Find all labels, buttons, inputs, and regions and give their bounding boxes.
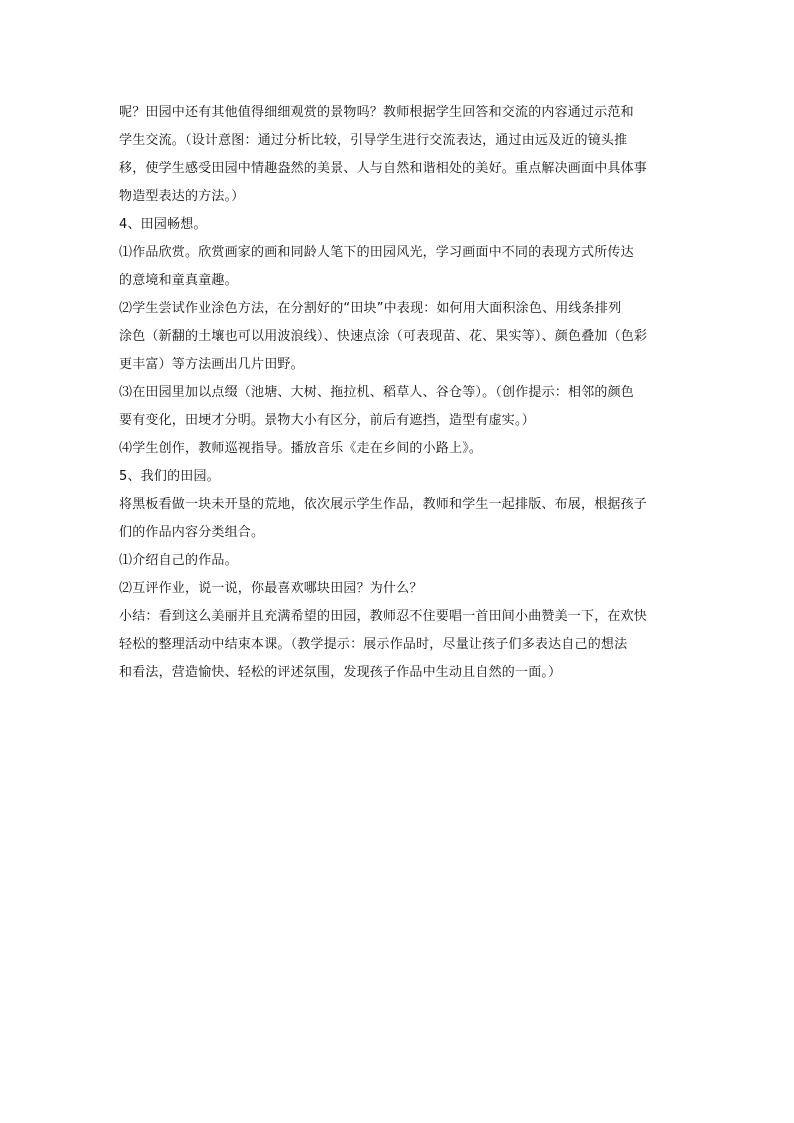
text-line: ⑴介绍自己的作品。 <box>119 553 238 568</box>
text-line: 将黑板看做一块未开垦的荒地，依次展示学生作品，教师和学生一起排版、布展，根据孩子 <box>119 497 648 512</box>
section-heading: 5、我们的田园。 <box>119 469 220 484</box>
text-line: 轻松的整理活动中结束本课。（教学提示：展示作品时，尽量让孩子们多表达自己的想法 <box>119 637 628 652</box>
text-line: 物造型表达的方法。） <box>119 189 245 204</box>
text-line: ⑷学生创作，教师巡视指导。播放音乐《走在乡间的小路上》。 <box>119 441 483 456</box>
text-line: 更丰富）等方法画出几片田野。 <box>119 357 304 372</box>
text-line: 和看法，营造愉快、轻松的评述氛围，发现孩子作品中生动且自然的一面。） <box>119 665 562 680</box>
text-line: ⑵学生尝试作业涂色方法，在分割好的“田块”中表现：如何用大面积涂色、用线条排列 <box>119 301 622 316</box>
document-body <box>119 99 681 687</box>
section-heading: 4、田园畅想。 <box>119 217 207 232</box>
text-line: 呢？田园中还有其他值得细细观赏的景物吗？教师根据学生回答和交流的内容通过示范和 <box>119 105 634 120</box>
text-line: ⑶在田园里加以点缀（池塘、大树、拖拉机、稻草人、谷仓等）。（创作提示：相邻的颜色 <box>119 385 635 400</box>
text-line: 涂色（新翻的土壤也可以用波浪线）、快速点涂（可表现苗、花、果实等）、颜色叠加（色彩 <box>119 329 648 344</box>
text-line: 要有变化，田埂才分明。景物大小有区分，前后有遮挡，造型有虚实。） <box>119 413 535 428</box>
text-line: 移，使学生感受田园中情趣盎然的美景、人与自然和谐相处的美好。重点解决画面中具体事 <box>119 161 648 176</box>
text-line: 学生交流。（设计意图：通过分析比较，引导学生进行交流表达，通过由远及近的镜头推 <box>119 133 628 148</box>
text-line: 小结：看到这么美丽并且充满希望的田园，教师忍不住要唱一首田间小曲赞美一下，在欢快 <box>119 609 648 624</box>
text-line: ⑵互评作业，说一说，你最喜欢哪块田园？为什么？ <box>119 581 423 596</box>
text-line: ⑴作品欣赏。欣赏画家的画和同龄人笔下的田园风光，学习画面中不同的表现方式所传达 <box>119 245 634 260</box>
text-line: 们的作品内容分类组合。 <box>119 525 265 540</box>
text-line: 的意境和童真童趣。 <box>119 273 238 288</box>
